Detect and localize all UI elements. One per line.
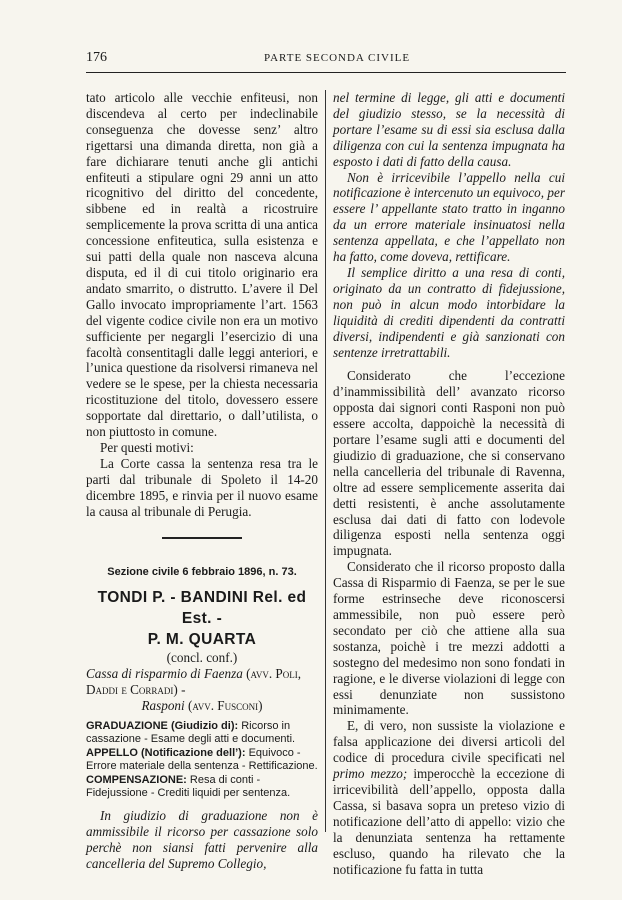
counsel: (avv. Poli, (246, 666, 302, 682)
page-header (86, 50, 566, 70)
page-number: 176 (86, 50, 107, 65)
maxim-paragraph: Non è irricevibile l’appello nella cui notificazione è intercenuto un equivoco, per essere l’ appellante stato tratto in inganno da un errore materiale insinuatosi nella sentenza appellata, e che l’appellato non ha fatto, come doveva, rettificare. (333, 169, 565, 265)
maxim-paragraph: In giudizio di graduazione non è ammissibile il ricorso per cassazione solo perchè non siansi fatti pervenire alla cancelleria del Supremo Collegio, (86, 808, 318, 872)
conclusion-note: (concl. conf.) (166, 650, 238, 666)
headnote-key: COMPENSAZIONE: (86, 773, 187, 786)
headnote-key: GRADUAZIONE (Giudizio di): (86, 720, 239, 732)
litigant-name: Rasponi (141, 698, 185, 714)
section-heading: Sezione civile 6 febbraio 1896, n. 73. (107, 566, 297, 579)
paragraph-text: imperocchè la eccezione di irricevibilità dell’appello, opposta dalla Cassa, si basava sopra un preteso vizio di notificazione dell’atto di appello: vizio che la denunziata sentenza ha rettamente escluso, quando ha rilevato che la notificazione fu fatta in tutta (333, 766, 565, 877)
header-rule (86, 72, 566, 73)
headnote-text: Ricorso in cassazione - Esame degli atti e documenti. (86, 720, 296, 746)
litigant-name: Cassa di risparmio di Faenza (86, 666, 243, 682)
headnotes (86, 720, 318, 800)
headnote-text: Resa di conti - Fidejussione - Crediti liquidi per sentenza. (86, 773, 291, 800)
paragraph: tato articolo alle vecchie enfiteusi, non discendeva al certo per indeclinabile conseguenza che dovesse senz’ altro rigettarsi una dimanda diretta, non già a fare dichiarare tenuti anche gli antichi enfiteuti a stipulare ogni 29 anni un atto ricognitivo del diritto del concedente, sibbene ed in realtà a ricostruire semplicemente la prova scritta di una antica concessione enfiteutica, sulla esistenza e sui patti della quale non nasceva alcuna disputa, ed il di cui titolo originario era andato smarrito, o distrutto. L’avere il Del Gallo invocato impropriamente l’art. 1563 del vigente codice civile non era un motivo sufficiente per negargli l’esercizio di una facoltà consentitagli dalle leggi anteriori, e l’unica questione da risolversi rimaneva nel vedere se le spese, per la chiesta necessaria ricostituzione del titolo, dovessero essere sopportate dal direttario, o dall’utilista, o non piuttosto in comune. (86, 90, 318, 440)
counsel: Daddi e Corradi) - (86, 682, 186, 698)
parties-line: TONDI P. - BANDINI Rel. ed Est. - (97, 589, 307, 628)
headnote-key: APPELLO (Notificazione dell’): (86, 746, 246, 759)
left-column (86, 90, 318, 872)
paragraph: Considerato che l’eccezione d’inammissibilità dell’ avanzato ricorso opposta dai signori conti Rasponi non può essere accolta, dappoichè la necessità di portare l’esame sugli atti e documenti del giudizio di graduazione, che si conservano nella cancelleria del tribunale di Ravenna, oltre ad essere semplicemente asserita dai detti resistenti, è anche assolutamente esclusa dai dati di fatto con lodevole diligenza esposti nella sentenza oggi impugnata. (333, 368, 565, 559)
counsel: (avv. Fusconi) (187, 698, 263, 714)
paragraph: Considerato che il ricorso proposto dalla Cassa di Risparmio di Faenza, se per le sue forme estrinseche deve riconoscersi ammessibile, non può essere però secondato per ciò che attiene alla sua sostanza, poichè i tre mezzi addotti a sostegno del medesimo non sono fondati in ragione, e le diverse violazioni di legge con essi denunziate non sussistono minimamente. (333, 559, 565, 718)
litigants-block (86, 666, 318, 714)
column-divider (325, 90, 326, 832)
maxim-paragraph: Il semplice diritto a una resa di conti, originato da un contratto di fidejussione, non può in alcun modo intorbidare la liquidità di crediti dipendenti da contratti diversi, indipendenti e già sanzionati con sentenze irretrattabili. (333, 264, 565, 360)
section-separator (162, 537, 242, 539)
running-title: PARTE SECONDA CIVILE (264, 52, 411, 64)
headnote-text: Equivoco - Errore materiale della sentenza - Rettificazione. (86, 746, 318, 773)
maxim-paragraph: nel termine di legge, gli atti e documenti del giudizio stesso, se la necessità di portare l’esame su di essi sia esclusa dalla diligenza con cui la sentenza impugnata ha esposto i dati di fatto della causa. (333, 90, 565, 169)
paragraph: Per questi motivi: (100, 439, 194, 455)
emphasis: primo mezzo; (333, 766, 408, 782)
paragraph-text: E, di vero, non sussiste la violazione e falsa applicazione dei diversi articoli del codice di procedura civile specificati nel (333, 718, 565, 766)
parties-line: P. M. QUARTA (147, 631, 257, 649)
paragraph: La Corte cassa la sentenza resa tra le parti dal tribunale di Spoleto il 14-20 dicembre 1895, e rinvia per il nuovo esame la causa al tribunale di Perugia. (86, 455, 318, 519)
right-column (333, 90, 565, 877)
